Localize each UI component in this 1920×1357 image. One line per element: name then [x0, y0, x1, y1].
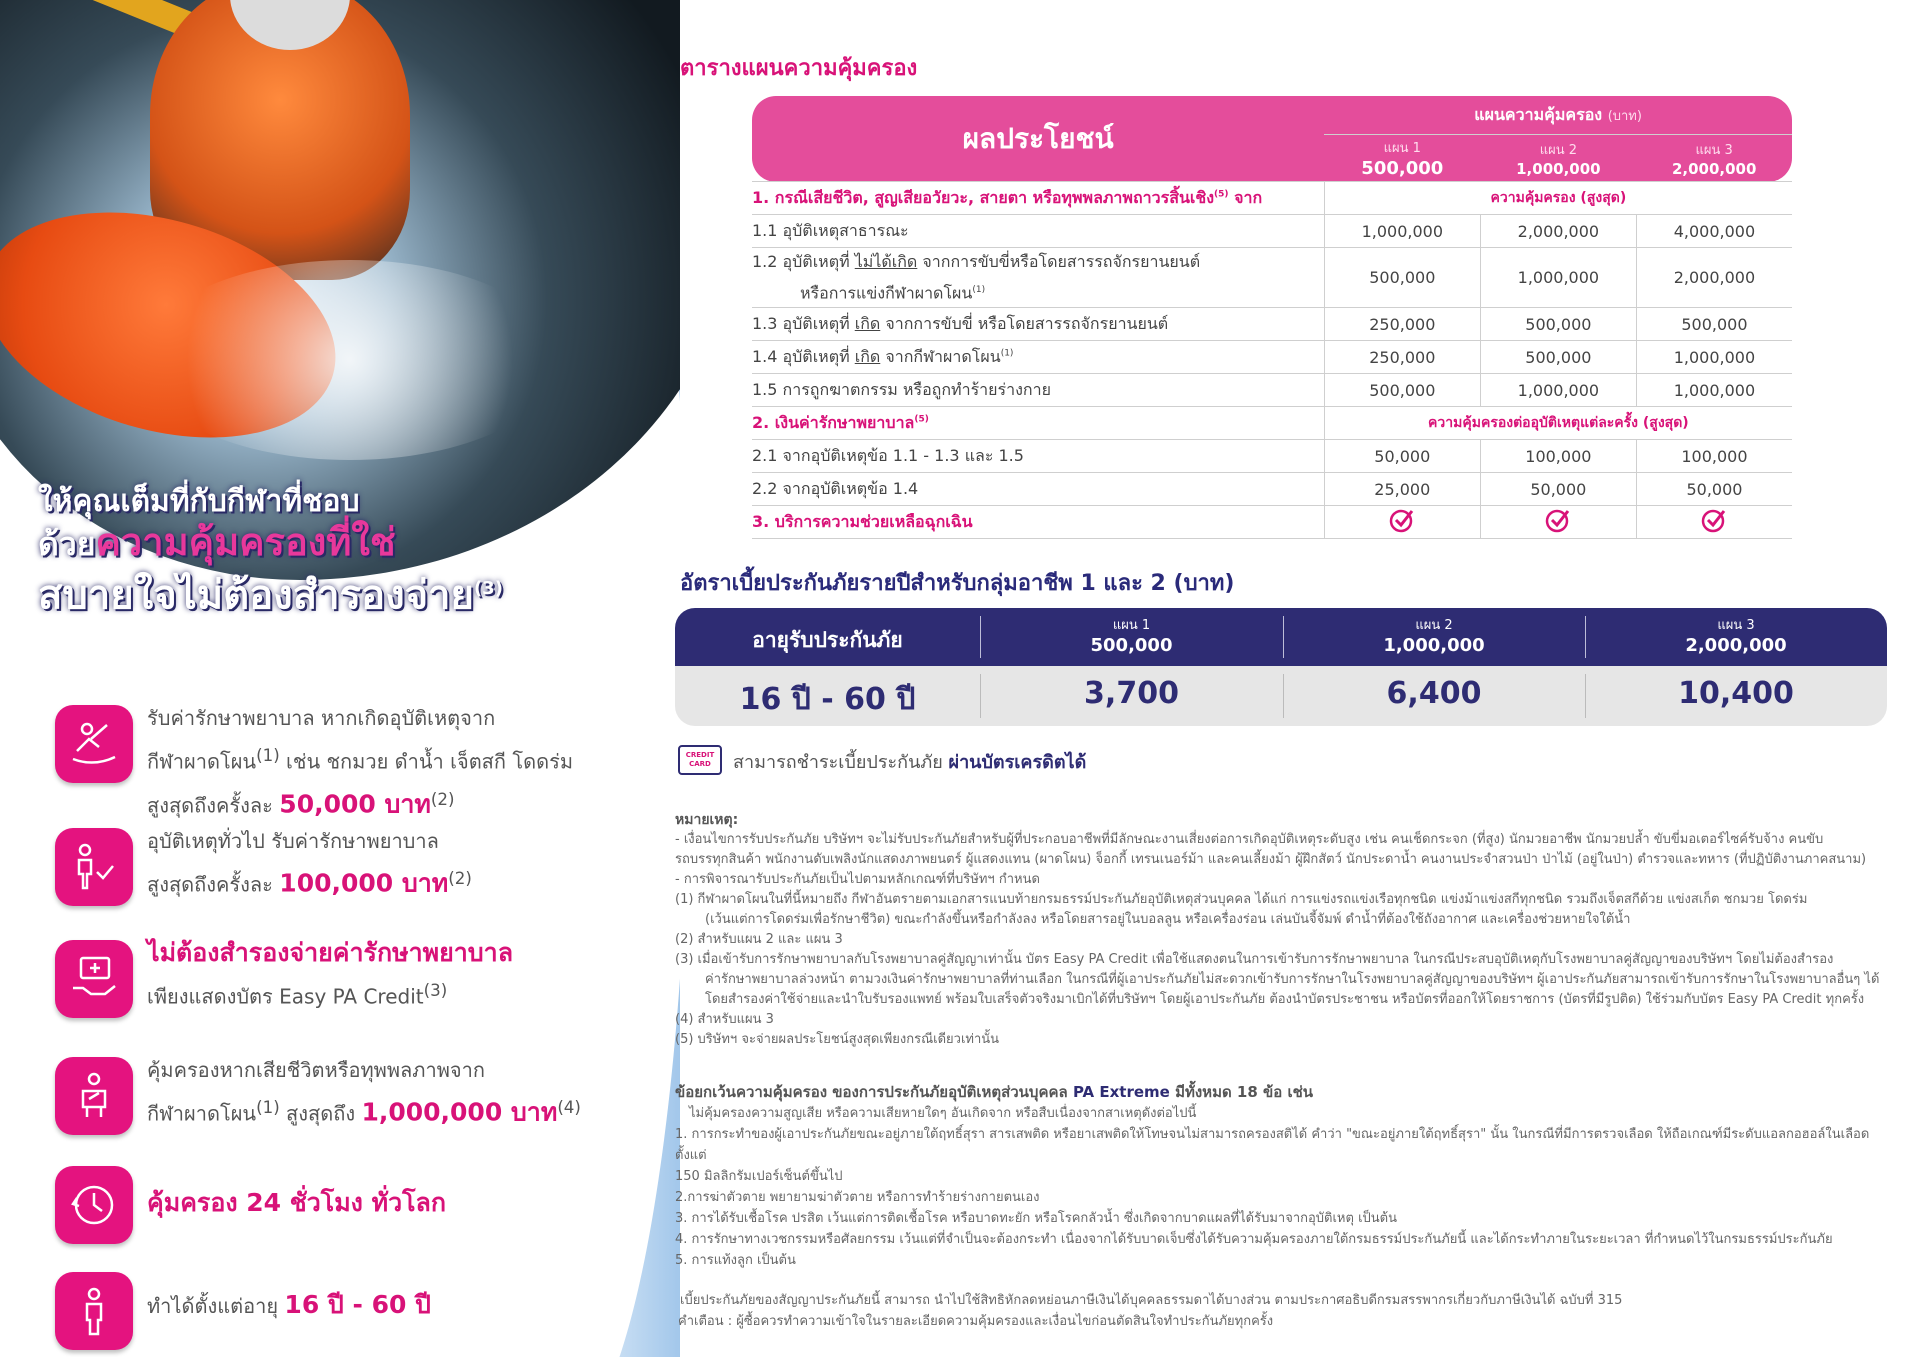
- footnote-ref: (5): [914, 414, 929, 425]
- headline-highlight: ความคุ้มครองที่ใช่: [95, 520, 396, 564]
- medical-card-icon: [55, 940, 133, 1018]
- note-line: ค่ารักษาพยาบาลล่วงหน้า ตามวงเงินค่ารักษาพยาบาลที่ท่านเลือก ในกรณีที่ผู้เอาประกันภัยไม่สะดวกเข้ารับการรักษาในโรงพยาบาลคู่สัญญาของบริษัทฯ ผู้เอาประกันภัยสามารถเข้ารับการรักษาในโรงพยาบาลอื่นๆ ได้: [705, 972, 1880, 987]
- cell-value: 500,000: [1636, 308, 1792, 341]
- section-label: 3. บริการความช่วยเหลือฉุกเฉิน: [752, 506, 1324, 539]
- cell-value: 1,000,000: [1636, 341, 1792, 374]
- notes-section: [675, 810, 1890, 1050]
- row-label: 1.5 การถูกฆาตกรรม หรือถูกทำร้ายร่างกาย: [752, 374, 1324, 407]
- section-label: [752, 407, 1324, 440]
- table-row: [752, 440, 1792, 473]
- footnote-ref: (1): [256, 746, 280, 765]
- plan-name: แผน 3: [1717, 618, 1755, 633]
- feature-text: [147, 822, 667, 904]
- footnote-ref: (4): [557, 1098, 581, 1117]
- feature-title: คุ้มครอง 24 ชั่วโมง ทั่วโลก: [147, 1188, 446, 1217]
- exclusions-section: [675, 1082, 1890, 1271]
- feature-text-part: สูงสุดถึง: [279, 1101, 356, 1126]
- cell-value: 1,000,000: [1324, 215, 1480, 248]
- cell-value: 1,000,000: [1480, 374, 1636, 407]
- feature-line: [147, 860, 667, 904]
- footnote-ref: (1): [1000, 348, 1014, 359]
- cell-value: 500,000: [1480, 341, 1636, 374]
- exclusion-item: 2.การฆ่าตัวตาย พยายามฆ่าตัวตาย หรือการทำร้ายร่างกายตนเอง: [675, 1190, 1040, 1205]
- feature-text: [147, 1051, 667, 1133]
- table-row: [752, 473, 1792, 506]
- feature-text-part: กีฬาผาดโผน: [147, 749, 257, 774]
- cell-value: 50,000: [1480, 473, 1636, 506]
- plan-name: แผน 3: [1695, 142, 1733, 158]
- text-part: 1.3 อุบัติเหตุที่: [752, 313, 855, 333]
- headline-sup: (3): [473, 578, 503, 599]
- section-label: [752, 182, 1324, 215]
- cell-value: 500,000: [1324, 248, 1480, 308]
- feature-amount: 16 ปี - 60 ปี: [284, 1290, 431, 1319]
- table-row: [752, 248, 1792, 308]
- plan-amount: 500,000: [1361, 158, 1444, 179]
- text-underlined: เกิด: [854, 346, 881, 366]
- note-line: รถบรรทุกสินค้า พนักงานดับเพลิงนักแสดงภาพยนตร์ ผู้แสดงแทน (ผาดโผน) จ็อกกี้ เทรนเนอร์ม้า และคนเลี้ยงม้า ผู้ฝึกสัตว์ นักประดาน้ำ คนงานประจำสวนป่า ป่าไม้ (อยู่ในป่า) ตำรวจและทหาร (ที่ปฏิบัติงานภาคสนาม): [675, 852, 1867, 867]
- plan-amount: 500,000: [1090, 635, 1173, 656]
- feature-text: [147, 1286, 667, 1325]
- feature-text-part: เพียงแสดงบัตร Easy PA Credit: [147, 984, 424, 1009]
- plan-amount: 2,000,000: [1685, 635, 1787, 656]
- feature-line: [147, 972, 667, 1016]
- age-value: 16 ปี - 60 ปี: [739, 682, 916, 717]
- footnote-ref: (2): [430, 789, 455, 809]
- headline-line3-text: สบายใจไม่ต้องสำรองจ่าย: [38, 572, 474, 619]
- cell-value: 2,000,000: [1636, 248, 1792, 308]
- rate-plan-2-header: [1283, 614, 1585, 656]
- cell-value: 2,000,000: [1480, 215, 1636, 248]
- check-circle-icon: [1636, 506, 1792, 539]
- feature-line: [147, 1089, 667, 1133]
- footnote-ref: (5): [1214, 189, 1229, 200]
- plans-unit: (บาท): [1607, 108, 1642, 124]
- headline-line1: ให้คุณเต็มที่กับกีฬาที่ชอบ: [38, 484, 360, 519]
- feature-amount: 100,000 บาท: [279, 868, 449, 898]
- left-panel: [0, 0, 680, 1357]
- note-line: (2) สำหรับแผน 2 และ แผน 3: [675, 932, 843, 947]
- warning-note: คำเตือน : ผู้ซื้อควรทำความเข้าใจในรายละเอียดความคุ้มครองและเงื่อนไขก่อนตัดสินใจทำประกันภัยทุกครั้ง: [678, 1314, 1274, 1329]
- text-underlined: ไม่ได้เกิด: [854, 252, 918, 271]
- note-line: (1) กีฬาผาดโผนในที่นี้หมายถึง กีฬาอันตรายตามเอกสารแนบท้ายกรมธรรม์ประกันภัยอุบัติเหตุส่วนบุคคล ได้แก่ การแข่งรถแข่งเรือทุกชนิด แข่งม้าแข่งสกีทุกชนิด รวมถึงเจ็ตสกีด้วย แข่งสเก็ต ชกมวย โดดร่ม: [675, 892, 1808, 907]
- credit-card-label: CREDIT CARD: [685, 751, 715, 768]
- feature-text-part: ทำได้ตั้งแต่อายุ: [147, 1294, 279, 1318]
- heading-part: ข้อยกเว้นความคุ้มครอง ของการประกันภัยอุบัติเหตุส่วนบุคคล: [675, 1083, 1073, 1101]
- credit-card-icon: [678, 745, 722, 775]
- text-part: จากการขับขี่ หรือโดยสารรถจักรยานยนต์: [880, 313, 1169, 333]
- feature-amount: 50,000 บาท: [279, 789, 431, 819]
- note-line: - การพิจารณารับประกันภัยเป็นไปตามหลักเกณฑ์ที่บริษัทฯ กำหนด: [675, 872, 1040, 887]
- cell-value: 250,000: [1324, 341, 1480, 374]
- check-circle-icon: [1480, 506, 1636, 539]
- row-label: [752, 308, 1324, 341]
- footnote-ref: (1): [256, 1098, 280, 1117]
- table-header-row: [752, 96, 1792, 135]
- row-label: [752, 341, 1324, 374]
- tax-note: เบี้ยประกันภัยของสัญญาประกันภัยนี้ สามารถ นำไปใช้สิทธิหักลดหย่อนภาษีเงินได้บุคคลธรรมดาได้บางส่วน ตามประกาศอธิบดีกรมสรรพากรเกี่ยวกับภาษีเงินได้ ฉบับที่ 315: [680, 1293, 1623, 1308]
- exclusions-heading: [675, 1082, 1890, 1103]
- feature-line: อุบัติเหตุทั่วไป รับค่ารักษาพยาบาล: [147, 829, 439, 853]
- cell-value: 50,000: [1324, 440, 1480, 473]
- note-line: (4) สำหรับแผน 3: [675, 1012, 774, 1027]
- row-label: 2.2 จากอุบัติเหตุข้อ 1.4: [752, 473, 1324, 506]
- feature-title: ไม่ต้องสำรองจ่ายค่ารักษาพยาบาล: [147, 938, 514, 967]
- premium-rate-table: [675, 608, 1887, 726]
- table-row: [752, 374, 1792, 407]
- plan-name: แผน 1: [1112, 618, 1151, 633]
- cell-value: 500,000: [1324, 374, 1480, 407]
- note-line: (5) บริษัทฯ จะจ่ายผลประโยชน์สูงสุดเพียงกรณีเดียวเท่านั้น: [675, 1032, 1000, 1047]
- cell-value: 50,000: [1636, 473, 1792, 506]
- row-label-line: [752, 248, 1324, 276]
- payment-text-part: สามารถชำระเบี้ยประกันภัย: [733, 752, 949, 773]
- feature-text-part: สูงสุดถึงครั้งละ: [147, 872, 273, 897]
- age-header: อายุรับประกันภัย: [752, 628, 903, 652]
- section-3-row: [752, 506, 1792, 539]
- feature-line: รับค่ารักษาพยาบาล หากเกิดอุบัติเหตุจาก: [147, 706, 496, 730]
- text-part: จากกีฬาผาดโผน: [880, 346, 1001, 366]
- feature-line: [147, 1286, 667, 1325]
- coverage-title: ตารางแผนความคุ้มครอง: [680, 56, 918, 81]
- plan-2-header: [1480, 135, 1636, 182]
- text-part: 1.2 อุบัติเหตุที่: [752, 252, 855, 271]
- section-label-text: 2. เงินค่ารักษาพยาบาล: [752, 412, 915, 432]
- payment-highlight: ผ่านบัตรเครดิตได้: [948, 752, 1087, 773]
- footnote-ref: (3): [423, 981, 448, 1000]
- cell-value: 500,000: [1480, 308, 1636, 341]
- table-row: [752, 308, 1792, 341]
- exclusion-item: 1. การกระทำของผู้เอาประกันภัยขณะอยู่ภายใต้ฤทธิ์สุรา สารเสพติด หรือยาเสพติดให้โทษจนไม่สามารถครองสติได้ คำว่า "ขณะอยู่ภายใต้ฤทธิ์สุรา" นั้น ในกรณีที่มีการตรวจเลือด ให้ถือเกณฑ์มีระดับแอลกอฮอล์ในเลือดตั้งแต่: [675, 1127, 1870, 1163]
- headline-line3: [38, 565, 658, 619]
- note-line: - เงื่อนไขการรับประกันภัย บริษัทฯ จะไม่รับประกันภัยสำหรับผู้ที่ประกอบอาชีพที่มีลักษณะงานเสี่ยงต่อการเกิดอุบัติเหตุระดับสูง เช่น คนเช็ดกระจก (ที่สูง) นักมวยอาชีพ นักมวยปล้ำ ขับขี่มอเตอร์ไซค์รับจ้าง คนขับ: [675, 832, 1824, 847]
- text-part: หรือการแข่งกีฬาผาดโผน: [800, 283, 973, 303]
- row-label: 2.1 จากอุบัติเหตุข้อ 1.1 - 1.3 และ 1.5: [752, 440, 1324, 473]
- plan-3-header: [1636, 135, 1792, 182]
- plan-name: แผน 2: [1415, 618, 1453, 633]
- product-name: PA Extreme: [1072, 1083, 1170, 1101]
- exclusion-intro: ไม่คุ้มครองความสูญเสีย หรือความเสียหายใดๆ อันเกิดจาก หรือสืบเนื่องจากสาเหตุดังต่อไปนี้: [689, 1106, 1197, 1121]
- row-label-line: [752, 276, 1324, 307]
- note-line: โดยสำรองค่าใช้จ่ายและนำใบรับรองแพทย์ พร้อมใบเสร็จตัวจริงมาเบิกได้ที่บริษัทฯ โดยผู้เอาประกันภัย ต้องนำบัตรประชาชน หรือบัตรที่ออกให้โดยราชการ (บัตรที่มีรูปติด) ใช้ร่วมกับบัตร Easy PA Credit ทุกครั้ง: [705, 992, 1865, 1007]
- plans-header: [1324, 96, 1792, 135]
- text-underlined: เกิด: [854, 313, 881, 333]
- note-line: (3) เมื่อเข้ารับการรักษาพยาบาลกับโรงพยาบาลคู่สัญญาเท่านั้น บัตร Easy PA Credit เพื่อใช้แสดงตนในการเข้ารับการรักษาพยาบาล ในกรณีประสบอุบัติเหตุกับโรงพยาบาลคู่สัญญาของบริษัทฯ โดยไม่ต้องสำรอง: [675, 952, 1834, 967]
- feature-line: [147, 737, 667, 781]
- coverage-table: [752, 96, 1792, 539]
- heading-part: มีทั้งหมด 18 ข้อ เช่น: [1169, 1083, 1314, 1101]
- section-label-end: จาก: [1228, 187, 1263, 207]
- headline-line2-pre: ด้วย: [38, 525, 96, 563]
- cell-value: 25,000: [1324, 473, 1480, 506]
- premium-plan-2: 6,400: [1386, 676, 1482, 711]
- benefit-header: ผลประโยชน์: [752, 96, 1324, 182]
- rate-plan-3-header: [1585, 614, 1887, 656]
- rate-plan-1-header: [980, 614, 1283, 656]
- feature-text-part: สูงสุดถึงครั้งละ: [147, 793, 273, 818]
- plan-name: แผน 2: [1539, 142, 1577, 158]
- exclusion-item: 5. การแท้งลูก เป็นต้น: [675, 1253, 796, 1268]
- footnote-ref: (1): [972, 285, 986, 295]
- table-row: [752, 341, 1792, 374]
- plans-header-label: แผนความคุ้มครอง: [1474, 104, 1603, 124]
- row-label: 1.1 อุบัติเหตุสาธารณะ: [752, 215, 1324, 248]
- kayak-icon: [55, 705, 133, 783]
- feature-line: คุ้มครองหากเสียชีวิตหรือทุพพลภาพจาก: [147, 1058, 485, 1082]
- exclusion-item-cont: 150 มิลลิกรัมเปอร์เซ็นต์ขึ้นไป: [675, 1169, 843, 1184]
- exclusion-item: 4. การรักษาทางเวชกรรมหรือศัลยกรรม เว้นแต่ที่จำเป็นจะต้องกระทำ เนื่องจากได้รับบาดเจ็บซึ่งได้รับความคุ้มครองภายใต้กรมธรรม์ประกันภัยนี้ และได้กระทำภายในระยะเวลา ที่กำหนดไว้ในกรมธรรม์ประกันภัย: [675, 1232, 1833, 1247]
- section-2-row: [752, 407, 1792, 440]
- feature-text: [147, 1184, 667, 1222]
- feature-amount: 1,000,000 บาท: [361, 1097, 558, 1127]
- headline: [38, 483, 658, 619]
- headline-line2: [38, 521, 658, 565]
- section-span-label: ความคุ้มครองต่ออุบัติเหตุแต่ละครั้ง (สูงสุด): [1324, 407, 1792, 440]
- text-part: จากการขับขี่หรือโดยสารรถจักรยานยนต์: [917, 252, 1201, 271]
- footnote-ref: (2): [448, 869, 472, 888]
- injured-person-icon: [55, 828, 133, 906]
- notes-heading: หมายเหตุ:: [675, 812, 739, 828]
- table-row: [752, 215, 1792, 248]
- cell-value: 1,000,000: [1480, 248, 1636, 308]
- check-circle-icon: [1324, 506, 1480, 539]
- cell-value: 250,000: [1324, 308, 1480, 341]
- cell-value: 1,000,000: [1636, 374, 1792, 407]
- cell-value: 100,000: [1480, 440, 1636, 473]
- cell-value: 100,000: [1636, 440, 1792, 473]
- plan-amount: 1,000,000: [1383, 635, 1485, 656]
- feature-text-part: กีฬาผาดโผน: [147, 1101, 257, 1126]
- disabled-person-icon: [55, 1057, 133, 1135]
- premium-plan-3: 10,400: [1678, 676, 1794, 711]
- plan-1-header: [1324, 135, 1480, 182]
- rates-title: อัตราเบี้ยประกันภัยรายปีสำหรับกลุ่มอาชีพ 1 และ 2 (บาท): [680, 571, 1235, 596]
- row-label: [752, 248, 1324, 308]
- section-1-row: [752, 182, 1792, 215]
- feature-line: [147, 781, 667, 825]
- globe-clock-icon: [55, 1166, 133, 1244]
- feature-text: [147, 934, 667, 1016]
- plan-amount: 1,000,000: [1516, 159, 1601, 178]
- feature-text-part: เช่น ชกมวย ดำน้ำ เจ็ตสกี โดดร่ม: [279, 749, 573, 774]
- payment-text: [733, 747, 1086, 776]
- note-line: (เว้นแต่การโดดร่มเพื่อรักษาชีวิต) ขณะกำลังขึ้นหรือกำลังลง หรือโดยสารอยู่ในบอลลูน หรือเครื่องร่อน เล่นบันจี้จัมพ์ ดำน้ำที่ต้องใช้ถังอากาศ และเครื่องช่วยหายใจใต้น้ำ: [705, 912, 1631, 927]
- plan-name: แผน 1: [1383, 141, 1421, 156]
- plan-amount: 2,000,000: [1671, 159, 1757, 178]
- footer: [678, 1290, 1878, 1332]
- section-span-label: ความคุ้มครอง (สูงสุด): [1324, 182, 1792, 215]
- cell-value: 4,000,000: [1636, 215, 1792, 248]
- water-spray-shape: [140, 260, 560, 460]
- exclusion-item: 3. การได้รับเชื้อโรค ปรสิต เว้นแต่การติดเชื้อโรค หรือบาดทะยัก หรือโรคกลัวน้ำ ซึ่งเกิดจากบาดแผลที่ได้รับมาจากอุบัติเหตุ เป็นต้น: [675, 1211, 1397, 1226]
- person-icon: [55, 1272, 133, 1350]
- text-part: 1.4 อุบัติเหตุที่: [752, 346, 855, 366]
- feature-text: [147, 699, 667, 824]
- section-label-text: 1. กรณีเสียชีวิต, สูญเสียอวัยวะ, สายตา หรือทุพพลภาพถาวรสิ้นเชิง: [752, 187, 1215, 207]
- premium-plan-1: 3,700: [1084, 676, 1179, 711]
